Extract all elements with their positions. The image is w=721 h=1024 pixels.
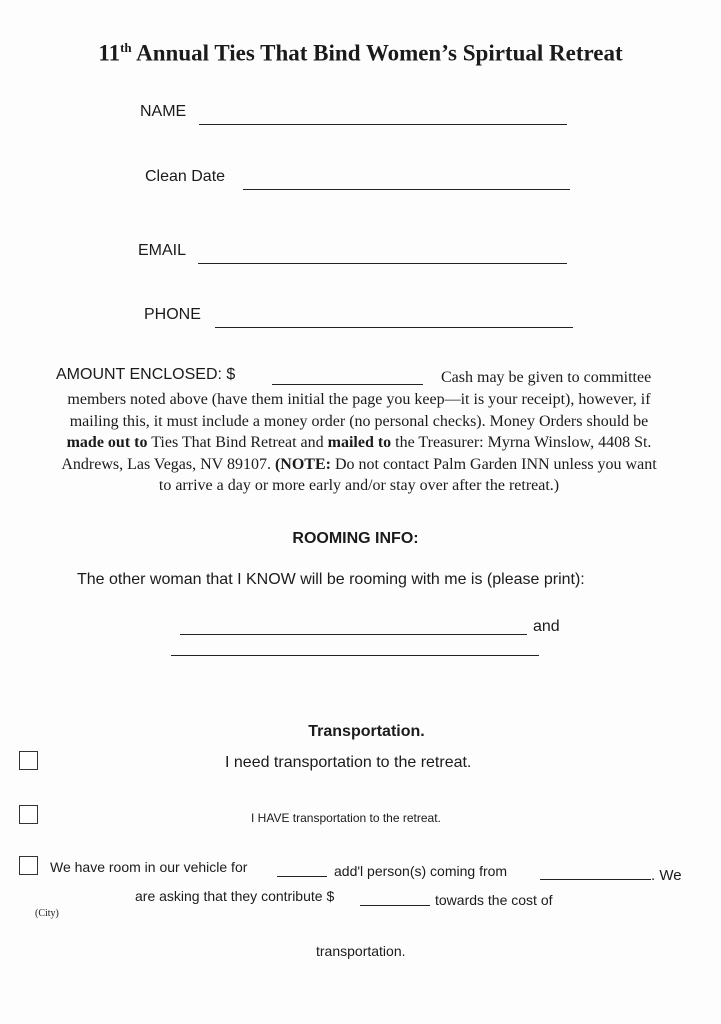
rooming-heading: ROOMING INFO:	[292, 530, 419, 547]
payee-text: Ties That Bind Retreat and	[147, 434, 328, 451]
offer-room-text-1: We have room in our vehicle for	[50, 859, 248, 875]
roommate-field-1[interactable]	[180, 634, 527, 635]
city-field[interactable]	[540, 879, 651, 880]
rooming-and: and	[533, 618, 560, 635]
phone-label: PHONE	[144, 306, 201, 323]
clean-date-field[interactable]	[243, 189, 570, 190]
contribution-amount-field[interactable]	[360, 905, 430, 906]
title-ordinal: 11	[98, 40, 121, 66]
roommate-field-2[interactable]	[171, 655, 539, 656]
have-transport-label: I HAVE transportation to the retreat.	[251, 811, 441, 825]
mailed-to-label: mailed to	[327, 434, 392, 451]
payment-line-5	[14, 454, 704, 476]
payment-line-3: mailing this, it must include a money order (no personal checks). Money Orders should be	[69, 412, 649, 430]
offer-room-text-3: . We	[651, 867, 682, 884]
have-transport-checkbox[interactable]	[19, 805, 38, 824]
seats-field[interactable]	[277, 876, 327, 877]
clean-date-label: Clean Date	[145, 168, 226, 185]
cash-note: Cash may be given to committee	[441, 369, 652, 386]
name-label: NAME	[140, 103, 187, 120]
title-text: Annual Ties That Bind Women’s Spirtual Retreat	[136, 40, 623, 66]
contribution-text-1: are asking that they contribute $	[135, 888, 335, 904]
note-text: Do not contact Palm Garden INN unless you want	[330, 455, 657, 473]
made-out-to-label: made out to	[66, 434, 148, 451]
amount-label: AMOUNT ENCLOSED: $	[56, 366, 236, 383]
transportation-end-text: transportation.	[316, 943, 406, 959]
contribution-text-2: towards the cost of	[435, 892, 553, 908]
name-field[interactable]	[199, 124, 567, 125]
payment-line-6: to arrive a day or more early and/or stay over after the retreat.)	[158, 477, 560, 494]
title-ordinal-suffix: th	[120, 40, 132, 55]
rooming-prompt: The other woman that I KNOW will be rooming with me is (please print):	[77, 571, 585, 588]
need-transport-label: I need transportation to the retreat.	[225, 754, 472, 771]
treasurer-text: the Treasurer: Myrna Winslow, 4408 St.	[391, 434, 652, 451]
note-label: (NOTE:	[274, 455, 331, 473]
transportation-heading: Transportation.	[308, 723, 425, 740]
city-label: (City)	[35, 908, 59, 919]
offer-room-text-2: add'l person(s) coming from	[334, 863, 508, 879]
amount-field[interactable]	[272, 384, 423, 385]
email-label: EMAIL	[138, 242, 187, 259]
page-title	[0, 40, 721, 67]
address-text: Andrews, Las Vegas, NV 89107.	[61, 455, 275, 473]
need-transport-checkbox[interactable]	[19, 751, 38, 770]
payment-line-2: members noted above (have them initial the page you keep—it is your receipt), however, if	[67, 391, 651, 408]
phone-field[interactable]	[215, 327, 573, 328]
offer-room-checkbox[interactable]	[19, 856, 38, 875]
payment-instructions	[14, 389, 704, 497]
payment-line-4	[14, 432, 704, 454]
email-field[interactable]	[198, 263, 567, 264]
